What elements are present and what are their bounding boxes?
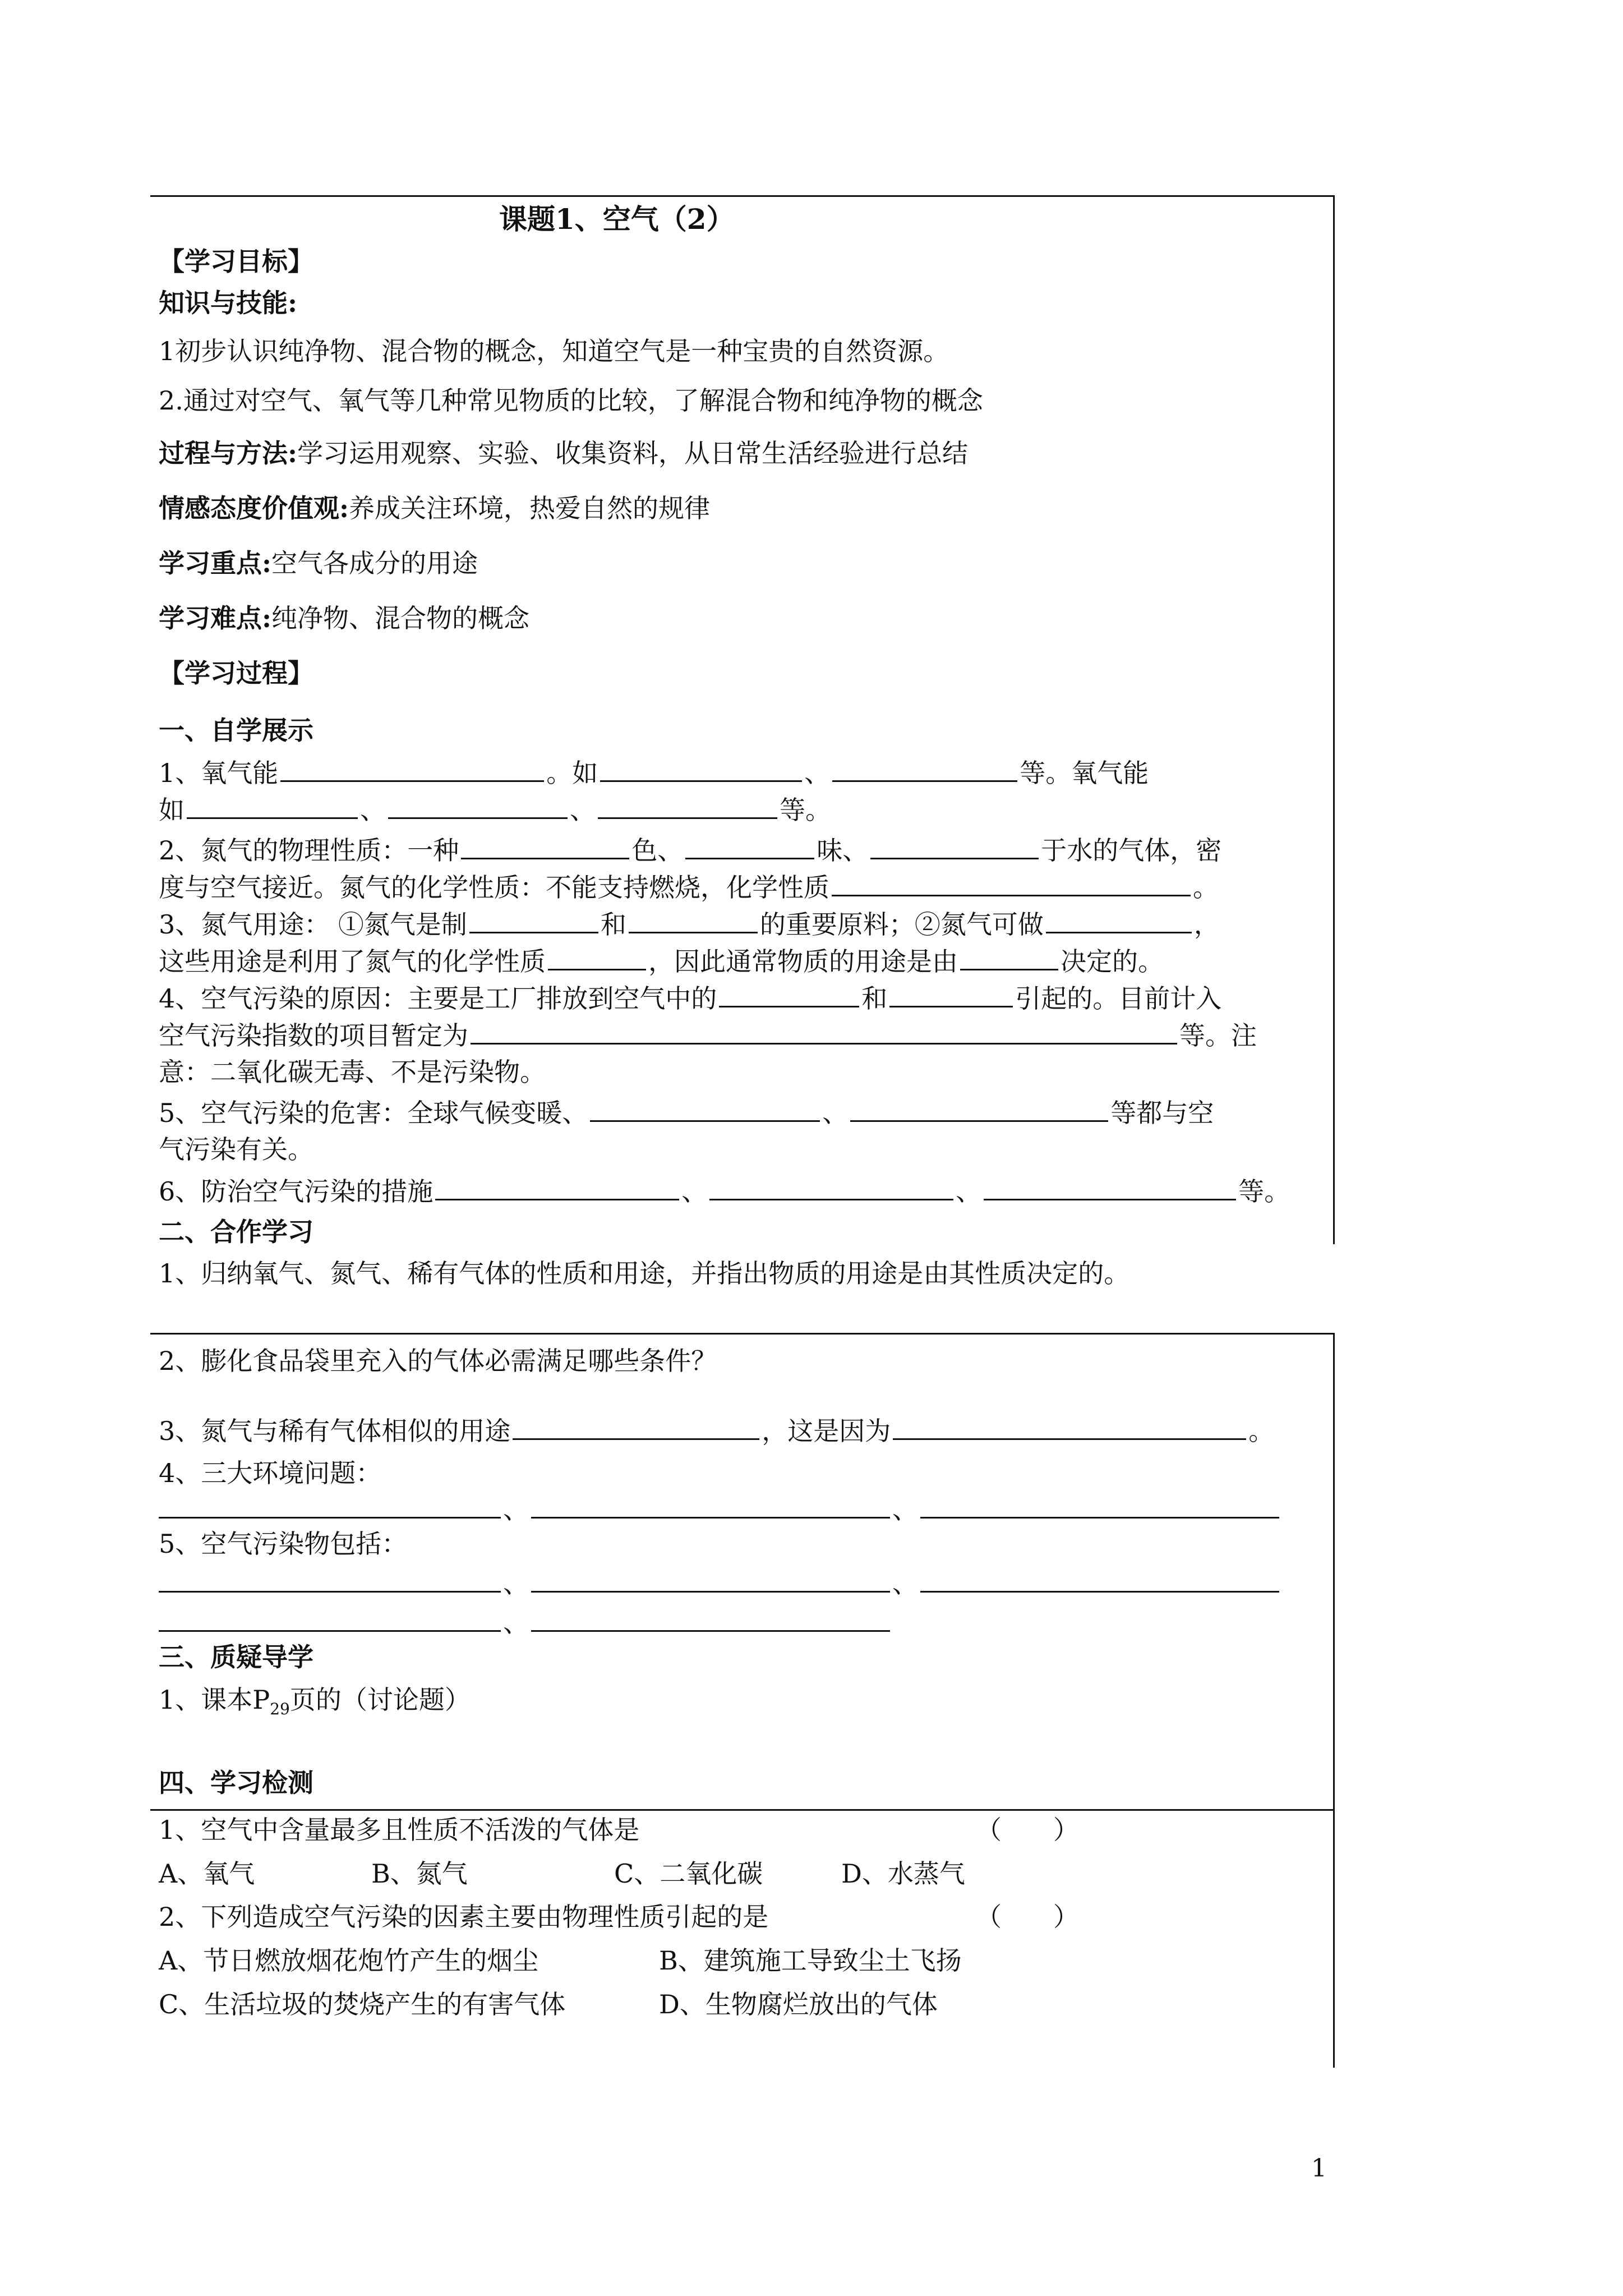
page-number: 1 [1311,2154,1327,2183]
s1-q5-line1: 5、空气污染的危害：全球气候变暖、 、 等都与空 [159,1096,1214,1130]
blank[interactable] [850,1096,1108,1122]
s1-q1-line2: 如 、 、 等。 [159,793,831,827]
s4-q2-option-d[interactable]: D、生物腐烂放出的气体 [659,1989,938,2019]
blank[interactable] [832,870,1191,896]
emotion-text: 养成关注环境，热爱自然的规律 [348,493,710,523]
blank[interactable] [984,1174,1236,1200]
s3-q1: 1、课本$P_{29}$页的（讨论题） [159,1685,471,1719]
s1-q2-line1: 2、氮气的物理性质：一种 色、 味、 于水的气体，密 [159,833,1221,867]
s2-q5-blanks-1: 、 、 [159,1566,1281,1600]
process-label: 过程与方法: [159,438,297,468]
section2-heading: 二、合作学习 [159,1217,313,1247]
s4-q2: 2、下列造成空气污染的因素主要由物理性质引起的是 [159,1902,769,1932]
objectives-heading: 【学习目标】 [159,246,313,277]
key-label: 学习重点: [159,548,271,578]
blank[interactable] [531,1492,890,1519]
blank[interactable] [469,907,598,933]
blank[interactable] [548,944,646,970]
blank[interactable] [889,981,1013,1007]
emotion-label: 情感态度价值观: [159,493,349,523]
s4-q1-option-a[interactable]: A、氧气 [159,1858,255,1889]
process-heading: 【学习过程】 [159,658,313,688]
s1-q4-line1: 4、空气污染的原因：主要是工厂排放到空气中的 和 引起的。目前计入 [159,981,1221,1015]
difficulty-label: 学习难点: [159,603,271,633]
s1-q4-line3: 意：二氧化碳无毒、不是污染物。 [159,1057,546,1087]
right-border-2 [1333,1333,1335,2068]
top-border [150,195,1335,197]
blank[interactable] [590,1096,820,1122]
blank[interactable] [629,907,758,933]
s2-q5: 5、空气污染物包括： [159,1529,408,1559]
difficulty [159,601,529,635]
blank[interactable] [920,1566,1279,1593]
blank[interactable] [159,1566,501,1593]
blank[interactable] [471,1018,1177,1045]
s4-q1-option-c[interactable]: C、二氧化碳 [614,1858,763,1889]
objective-1: 1初步认识纯净物、混合物的概念，知道空气是一种宝贵的自然资源。 [159,336,949,366]
blank[interactable] [531,1566,890,1593]
check-border [150,1809,1335,1811]
s4-q1: 1、空气中含量最多且性质不活泼的气体是 [159,1815,640,1845]
difficulty-text: 纯净物、混合物的概念 [271,603,529,633]
blank[interactable] [960,944,1058,970]
section3-heading: 三、质疑导学 [159,1642,313,1672]
middle-border [150,1333,1335,1335]
process-text: 学习运用观察、实验、收集资料，从日常生活经验进行总结 [297,438,968,468]
blank[interactable] [832,756,1017,782]
s2-q2: 2、膨化食品袋里充入的气体必需满足哪些条件？ [159,1346,717,1376]
s1-q4-line2: 空气污染指数的项目暂定为 等。注 [159,1018,1257,1052]
s4-q2-option-b[interactable]: B、建筑施工导致尘土飞扬 [659,1945,962,1976]
key-text: 空气各成分的用途 [271,548,478,578]
objective-2: 2.通过对空气、氧气等几种常见物质的比较，了解混合物和纯净物的概念 [159,385,983,416]
s1-q2-line2: 度与空气接近。氮气的化学性质：不能支持燃烧，化学性质 。 [159,870,1219,904]
blank[interactable] [531,1605,890,1632]
blank[interactable] [513,1414,759,1440]
s2-q1: 1、归纳氧气、氮气、稀有气体的性质和用途，并指出物质的用途是由其性质决定的。 [159,1258,1130,1289]
s2-q3: 3、氮气与稀有气体相似的用途 ，这是因为 。 [159,1414,1274,1448]
s2-q5-blanks-2: 、 [159,1605,892,1640]
s4-q1-paren: （ ） [976,1815,1079,1845]
blank[interactable] [187,793,358,819]
blank[interactable] [388,793,568,819]
s1-q5-line2: 气污染有关。 [159,1134,313,1165]
blank[interactable] [870,833,1039,859]
blank[interactable] [893,1414,1246,1440]
s1-q3-line2: 这些用途是利用了氮气的化学性质 ，因此通常物质的用途是由 决定的。 [159,944,1164,978]
s1-q6: 6、防治空气污染的措施 、 、 等。 [159,1174,1290,1208]
s4-q1-option-d[interactable]: D、水蒸气 [841,1858,965,1889]
section4-heading: 四、学习检测 [159,1768,313,1798]
s1-q3-line1: 3、氮气用途： ①氮气是制 和 的重要原料；②氮气可做 ， [159,907,1220,941]
blank[interactable] [435,1174,679,1200]
blank[interactable] [920,1492,1279,1519]
blank[interactable] [709,1174,953,1200]
s2-q4: 4、三大环境问题： [159,1458,382,1488]
blank[interactable] [159,1605,501,1632]
blank[interactable] [685,833,814,859]
blank[interactable] [1046,907,1192,933]
s4-q2-option-a[interactable]: A、节日燃放烟花炮竹产生的烟尘 [159,1945,539,1976]
s4-q2-option-c[interactable]: C、生活垃圾的焚烧产生的有害气体 [159,1989,566,2019]
s1-q1-line1: 1、氧气能 。如 、 等。氧气能 [159,756,1149,790]
section1-heading: 一、自学展示 [159,715,313,746]
blank[interactable] [600,756,802,782]
blank[interactable] [719,981,859,1007]
s4-q1-option-b[interactable]: B、氮气 [371,1858,468,1889]
process-method [159,436,968,470]
s2-q4-blanks: 、 、 [159,1492,1281,1526]
blank[interactable] [461,833,629,859]
knowledge-label: 知识与技能: [159,288,297,318]
key-point [159,546,478,580]
page-title: 课题1、空气（2） [499,203,735,236]
s4-q2-paren: （ ） [976,1902,1079,1932]
blank[interactable] [598,793,777,819]
blank[interactable] [280,756,544,782]
emotion [159,491,710,525]
blank[interactable] [159,1492,501,1519]
right-border-1 [1333,195,1335,1244]
